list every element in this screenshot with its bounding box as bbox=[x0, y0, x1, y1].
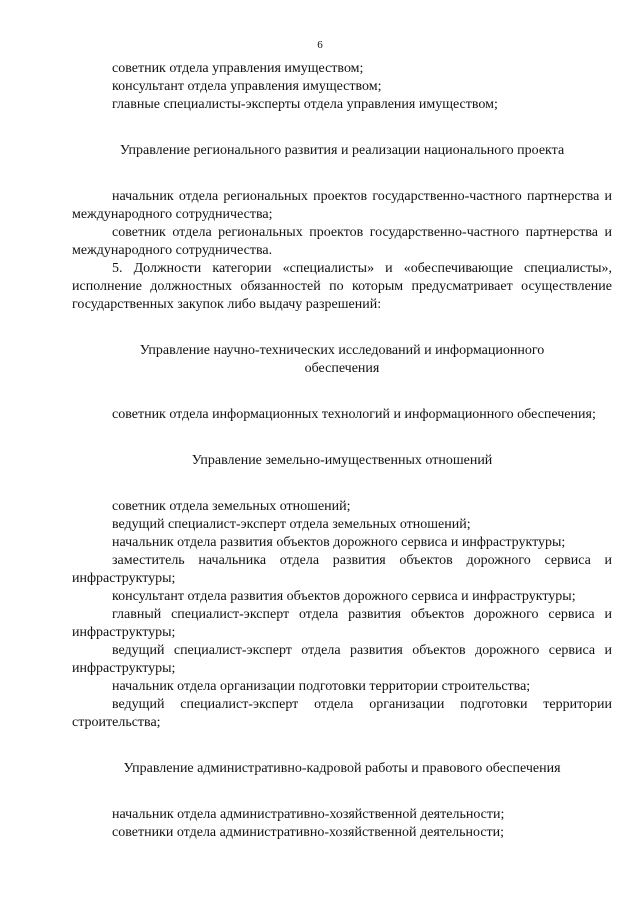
list-item: советники отдела административно-хозяйственной деятельности; bbox=[112, 825, 505, 840]
list-item: начальник отдела административно-хозяйственной деятельности; bbox=[112, 807, 505, 822]
list-item: советник отдела информационных технологий и информационного обеспечения; bbox=[112, 407, 596, 422]
section-heading-admin-hr-legal: Управление административно-кадровой работы и правового обеспечения bbox=[123, 761, 561, 776]
section-heading-regional-development: Управление регионального развития и реализации национального проекта bbox=[119, 143, 565, 158]
list-item: начальник отдела организации подготовки территории строительства; bbox=[112, 679, 531, 694]
list-item: ведущий специалист-эксперт отдела развития объектов дорожного сервиса и инфраструктуры; bbox=[72, 643, 612, 676]
list-item: начальник отдела развития объектов дорожного сервиса и инфраструктуры; bbox=[112, 535, 566, 550]
list-item: консультант отдела развития объектов дорожного сервиса и инфраструктуры; bbox=[112, 589, 576, 604]
list-item: начальник отдела региональных проектов государственно-частного партнерства и международного сотрудничества; bbox=[72, 189, 612, 222]
list-item: советник отдела региональных проектов государственно-частного партнерства и международного сотрудничества. bbox=[72, 225, 612, 258]
list-item: ведущий специалист-эксперт отдела земельных отношений; bbox=[112, 517, 471, 532]
list-item: консультант отдела управления имуществом; bbox=[112, 79, 382, 94]
list-item: советник отдела управления имуществом; bbox=[112, 61, 364, 76]
section-heading-land-property: Управление земельно-имущественных отношений bbox=[191, 453, 493, 468]
list-item: главный специалист-эксперт отдела развития объектов дорожного сервиса и инфраструктуры; bbox=[72, 607, 612, 640]
list-item: советник отдела земельных отношений; bbox=[112, 499, 351, 514]
list-item: заместитель начальника отдела развития объектов дорожного сервиса и инфраструктуры; bbox=[72, 553, 612, 586]
page-number: 6 bbox=[317, 39, 323, 51]
list-item: ведущий специалист-эксперт отдела организации подготовки территории строительства; bbox=[72, 697, 612, 730]
document-body bbox=[72, 60, 612, 842]
list-item: главные специалисты-эксперты отдела управления имуществом; bbox=[112, 97, 498, 112]
section-heading-research-it: Управление научно-технических исследований и информационного обеспечения bbox=[139, 343, 545, 376]
paragraph-item-5: 5. Должности категории «специалисты» и «обеспечивающие специалисты», исполнение должностных обязанностей по которым предусматривает осуществление государственных закупок либо выдачу разрешений: bbox=[72, 261, 612, 312]
